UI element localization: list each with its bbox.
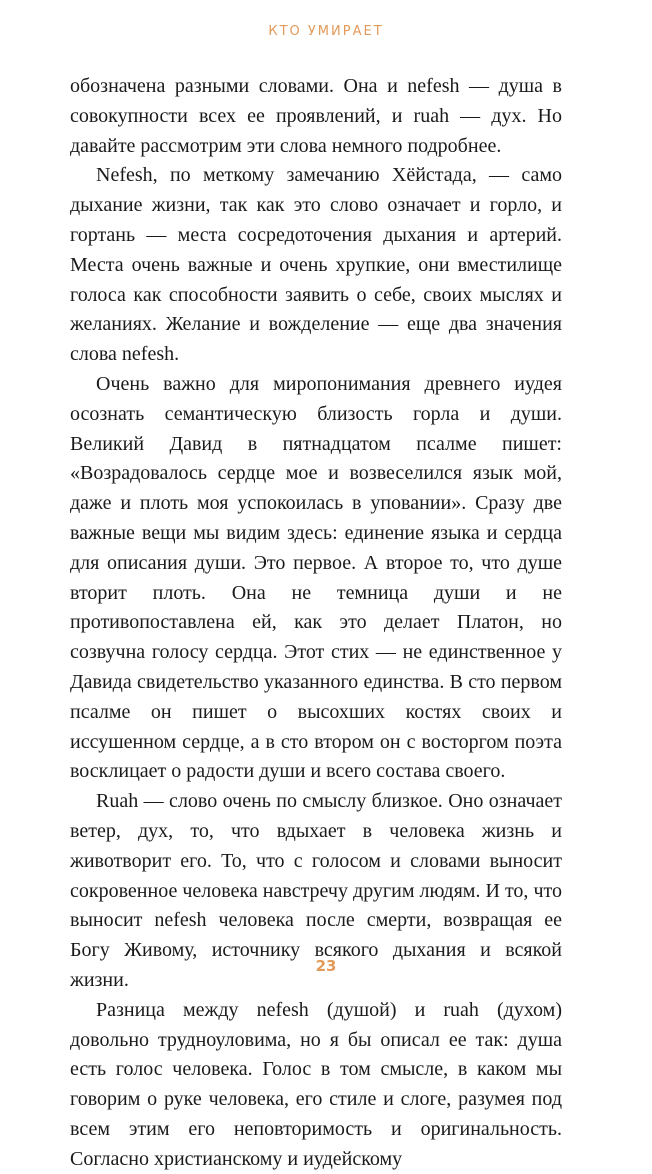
- page-number: 23: [315, 957, 337, 975]
- running-header: КТО УМИРАЕТ: [268, 24, 384, 39]
- paragraph: Очень важно для миропонимания древнего иудея осознать семантическую близость горла и души. Великий Давид в пятнадцатом псалме пишет: «Возрадовалось сердце мое и возвеселился язык мой, даже и плоть моя успокоилась в уповании». Сразу две важные вещи мы видим здесь: единение языка и сердца для описания души. Это первое. А второе то, что душе вторит плоть. Она не темница души и не противопоставлена ей, как это делает Платон, но созвучна голосу сердца. Этот стих — не единственное у Давида свидетельство указанного единства. В сто первом псалме он пишет о высохших костях своих и иссушенном сердце, а в сто втором он с восторгом поэта восклицает о радости души и всего состава своего.: [70, 372, 562, 783]
- body-text: [70, 72, 562, 1174]
- paragraph: обозначена разными словами. Она и nefesh — душа в совокупности всех ее проявлений, и ruah — дух. Но давайте рассмотрим эти слова немного подробнее.: [70, 75, 562, 157]
- paragraph: Разница между nefesh (душой) и ruah (духом) довольно трудноуловима, но я бы описал ее так: душа есть голос человека. Голос в том смысле, в каком мы говорим о руке человека, его стиле и слоге, разумея под всем этим его неповторимость и оригинальность. Согласно христианскому и иудейскому: [70, 998, 562, 1170]
- paragraph: Ruah — слово очень по смыслу близкое. Оно означает ветер, дух, то, что вдыхает в человека жизнь и животворит его. То, что с голосом и словами выносит сокровенное человека навстречу другим людям. И то, что выносит nefesh человека после смерти, возвращая ее Богу Живому, источнику всякого дыхания и всякой жизни.: [70, 790, 562, 991]
- paragraph: Nefesh, по меткому замечанию Хёйстада, — само дыхание жизни, так как это слово означает и горло, и гортань — места сосредоточения дыхания и артерий. Места очень важные и очень хрупкие, они вместилище голоса как способности заявить о себе, своих мыслях и желаниях. Желание и вожделение — еще два значения слова nefesh.: [70, 164, 562, 366]
